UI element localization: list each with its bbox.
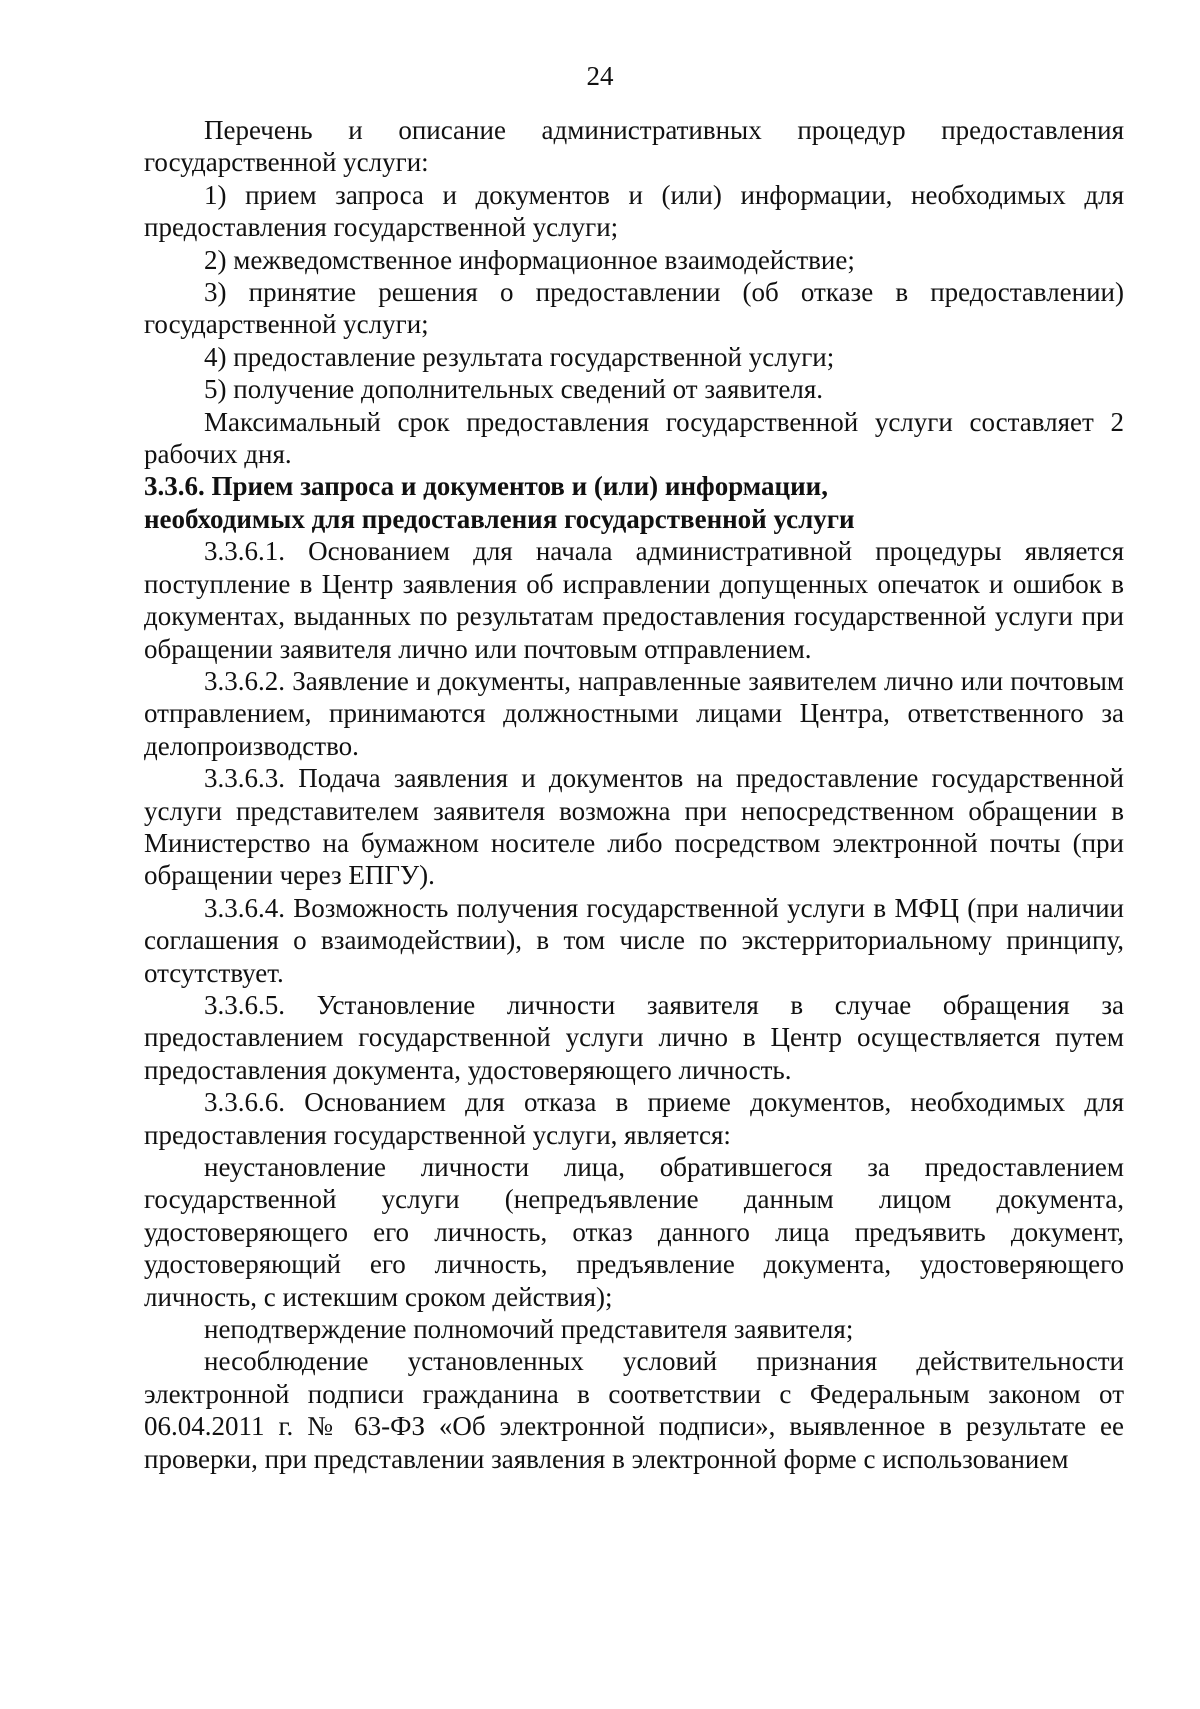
list-item-4: 4) предоставление результата государственной услуги;	[204, 341, 835, 372]
clause-3-3-6-2: 3.3.6.2. Заявление и документы, направленные заявителем лично или почтовым отправлением, принимаются должностными лицами Центра, ответственного за делопроизводство.	[144, 665, 1124, 761]
section-heading-line-2: необходимых для предоставления государственной услуги	[144, 503, 855, 534]
section-heading	[144, 470, 1124, 535]
clause-3-3-6-3: 3.3.6.3. Подача заявления и документов на предоставление государственной услуги представителем заявителя возможна при непосредственном обращении в Министерство на бумажном носителе либо посредством электронной почты (при обращении через ЕПГУ).	[144, 763, 1124, 891]
refusal-reason-authority: неподтверждение полномочий представителя заявителя;	[204, 1314, 854, 1345]
list-item-2: 2) межведомственное информационное взаимодействие;	[204, 244, 855, 275]
intro-paragraph: Перечень и описание административных процедур предоставления государственной услуги:	[144, 115, 1124, 178]
page-number: 24	[586, 61, 614, 91]
refusal-reason-identity: неустановление личности лица, обратившегося за предоставлением государственной услуги (непредъявление данным лицом документа, удостоверяющего его личность, отказ данного лица предъявить документ, удостоверяющий его личность, предъявление документа, удостоверяющего личность, с истекшим сроком действия);	[144, 1152, 1124, 1312]
refusal-reason-signature: несоблюдение установленных условий признания действительности электронной подписи гражданина в соответствии с Федеральным законом от 06.04.2011 г. № 63-ФЗ «Об электронной подписи», выявленное в результате ее проверки, при представлении заявления в электронной форме с использованием	[144, 1346, 1124, 1474]
clause-3-3-6-1: 3.3.6.1. Основанием для начала административной процедуры является поступление в Центр заявления об исправлении допущенных опечаток и ошибок в документах, выданных по результатам предоставления государственной услуги при обращении заявителя лично или почтовым отправлением.	[144, 536, 1124, 664]
clause-3-3-6-6: 3.3.6.6. Основанием для отказа в приеме документов, необходимых для предоставления государственной услуги, является:	[144, 1087, 1124, 1150]
section-heading-line-1: 3.3.6. Прием запроса и документов и (или) информации,	[144, 471, 828, 502]
clause-3-3-6-4: 3.3.6.4. Возможность получения государственной услуги в МФЦ (при наличии соглашения о взаимодействии), в том числе по экстерриториальному принципу, отсутствует.	[144, 892, 1124, 988]
list-item-1: 1) прием запроса и документов и (или) информации, необходимых для предоставления государственной услуги;	[144, 179, 1124, 243]
max-term-paragraph: Максимальный срок предоставления государственной услуги составляет 2 рабочих дня.	[144, 406, 1124, 470]
document-body	[144, 114, 1124, 1475]
list-item-5: 5) получение дополнительных сведений от заявителя.	[204, 374, 824, 405]
list-item-3: 3) принятие решения о предоставлении (об отказе в предоставлении) государственной услуги;	[144, 277, 1124, 340]
clause-3-3-6-5: 3.3.6.5. Установление личности заявителя в случае обращения за предоставлением государственной услуги лично в Центр осуществляется путем предоставления документа, удостоверяющего личность.	[144, 989, 1124, 1085]
